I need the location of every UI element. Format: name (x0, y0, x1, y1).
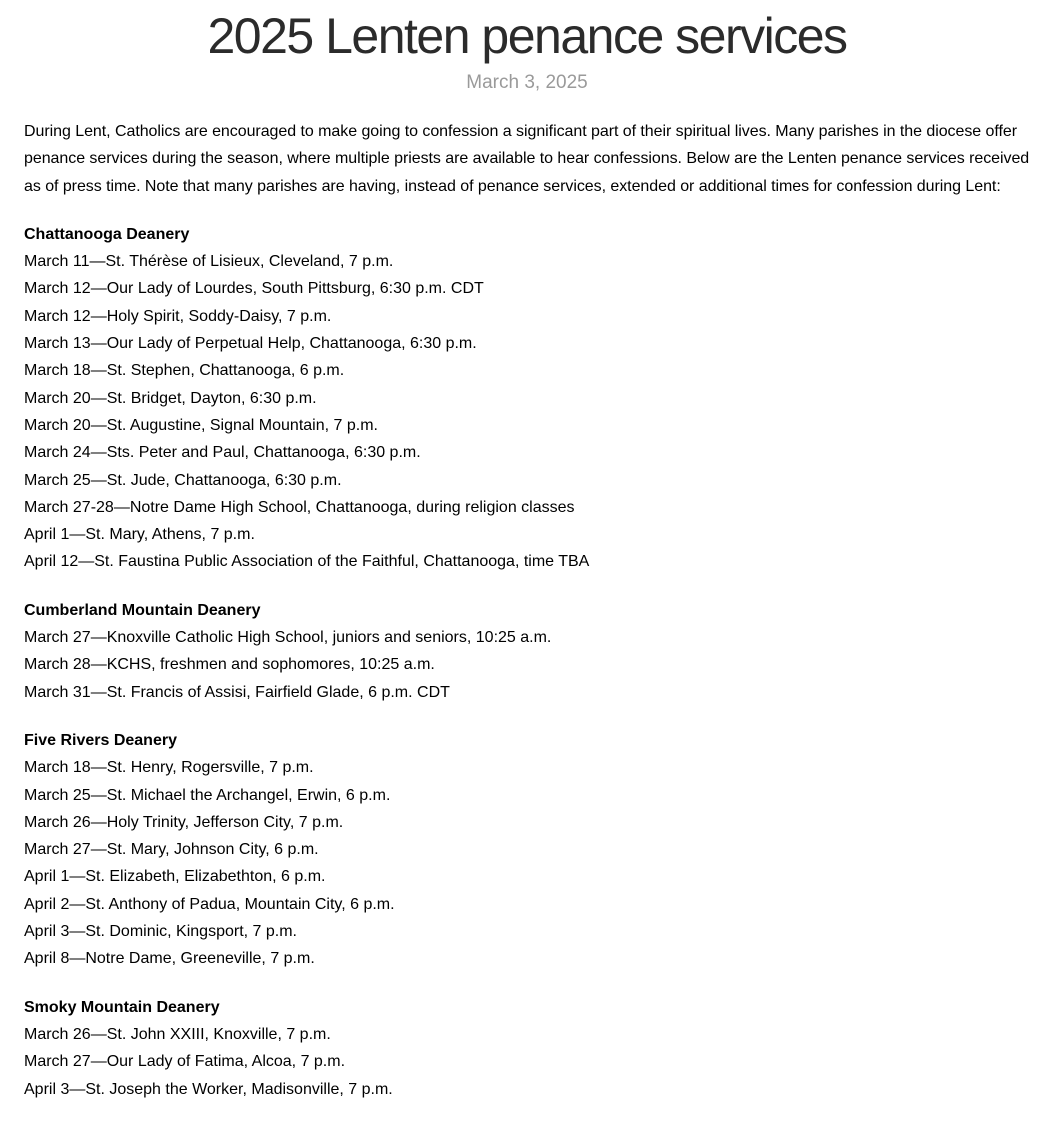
service-item: March 26—Holy Trinity, Jefferson City, 7 p.m. (24, 813, 344, 831)
service-item: March 18—St. Henry, Rogersville, 7 p.m. (24, 759, 314, 777)
article-header (0, 0, 1054, 95)
article-body (0, 118, 1054, 1103)
service-item: March 13—Our Lady of Perpetual Help, Chattanooga, 6:30 p.m. (24, 335, 477, 353)
service-item: April 2—St. Anthony of Padua, Mountain City, 6 p.m. (24, 895, 395, 913)
service-item: April 3—St. Dominic, Kingsport, 7 p.m. (24, 923, 297, 941)
deanery-section-smoky-mountain-deanery (24, 994, 1030, 1103)
service-item: March 31—St. Francis of Assisi, Fairfield Glade, 6 p.m. CDT (24, 683, 450, 701)
service-item: March 27-28—Notre Dame High School, Chattanooga, during religion classes (24, 498, 575, 516)
service-item: April 8—Notre Dame, Greeneville, 7 p.m. (24, 950, 315, 968)
service-item: March 20—St. Bridget, Dayton, 6:30 p.m. (24, 389, 317, 407)
service-item: March 27—St. Mary, Johnson City, 6 p.m. (24, 841, 319, 859)
service-item: March 18—St. Stephen, Chattanooga, 6 p.m. (24, 362, 345, 380)
deanery-section-chattanooga-deanery (24, 221, 1030, 576)
deanery-heading: Cumberland Mountain Deanery (24, 601, 261, 619)
deanery-section-five-rivers-deanery (24, 727, 1030, 973)
service-item: March 26—St. John XXIII, Knoxville, 7 p.m. (24, 1025, 331, 1043)
service-item: April 12—St. Faustina Public Association of the Faithful, Chattanooga, time TBA (24, 553, 590, 571)
service-list (24, 248, 1030, 576)
deanery-heading: Smoky Mountain Deanery (24, 998, 220, 1016)
deanery-heading: Five Rivers Deanery (24, 731, 177, 749)
service-item: March 24—Sts. Peter and Paul, Chattanooga, 6:30 p.m. (24, 444, 421, 462)
deanery-heading: Chattanooga Deanery (24, 225, 190, 243)
service-item: March 27—Knoxville Catholic High School, juniors and seniors, 10:25 a.m. (24, 629, 552, 647)
service-item: March 12—Our Lady of Lourdes, South Pittsburg, 6:30 p.m. CDT (24, 280, 484, 298)
service-item: April 1—St. Elizabeth, Elizabethton, 6 p.m. (24, 868, 326, 886)
service-item: March 20—St. Augustine, Signal Mountain, 7 p.m. (24, 416, 378, 434)
service-list (24, 754, 1030, 972)
service-list (24, 1021, 1030, 1103)
service-item: March 28—KCHS, freshmen and sophomores, 10:25 a.m. (24, 656, 435, 674)
service-list (24, 624, 1030, 706)
service-item: April 1—St. Mary, Athens, 7 p.m. (24, 526, 255, 544)
service-item: March 25—St. Jude, Chattanooga, 6:30 p.m. (24, 471, 342, 489)
deanery-section-cumberland-mountain-deanery (24, 597, 1030, 706)
service-item: March 25—St. Michael the Archangel, Erwin, 6 p.m. (24, 786, 391, 804)
intro-paragraph: During Lent, Catholics are encouraged to make going to confession a significant part of their spiritual lives. Many parishes in the diocese offer penance services during the season, where multiple priests are available to hear confessions. Below are the Lenten penance services received as of press time. Note that many parishes are having, instead of penance services, extended or additional times for confession during Lent: (24, 123, 1030, 195)
service-item: March 12—Holy Spirit, Soddy-Daisy, 7 p.m. (24, 307, 332, 325)
service-item: March 27—Our Lady of Fatima, Alcoa, 7 p.m. (24, 1053, 346, 1071)
article-title: 2025 Lenten penance services (207, 8, 847, 64)
service-item: March 11—St. Thérèse of Lisieux, Cleveland, 7 p.m. (24, 253, 394, 271)
service-item: April 3—St. Joseph the Worker, Madisonville, 7 p.m. (24, 1080, 393, 1098)
deanery-sections (24, 221, 1030, 1103)
article-date: March 3, 2025 (466, 72, 588, 93)
